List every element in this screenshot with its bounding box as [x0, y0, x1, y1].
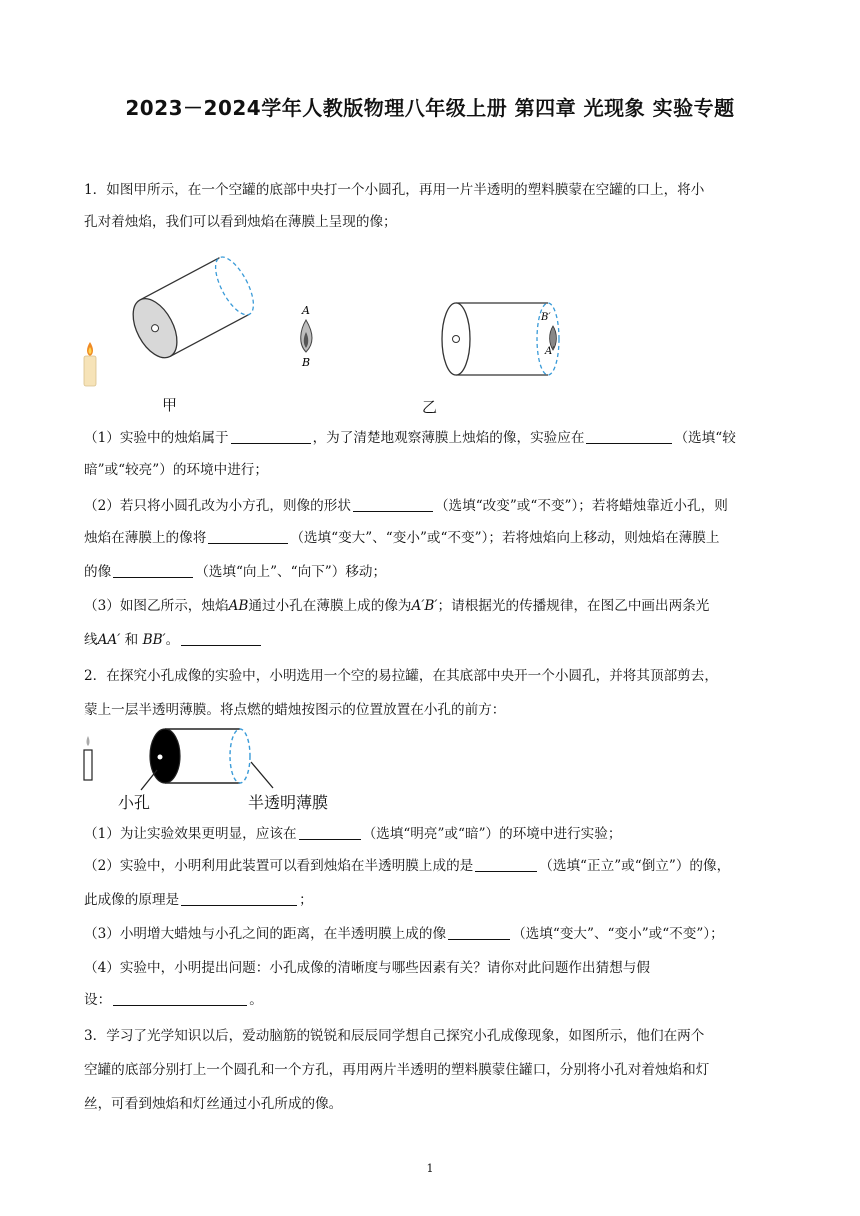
answer-blank: [208, 529, 288, 544]
q2-part2-line-2: 此成像的原理是 ；: [84, 892, 313, 908]
q1-part1-line-1: （1）实验中的烛焰属于 ，为了清楚地观察薄膜上烛焰的像，实验应在 （选填“较: [84, 430, 736, 446]
answer-blank: [113, 563, 193, 578]
q2-part3-line: （3）小明增大蜡烛与小孔之间的距离，在半透明膜上成的像 （选填“变大”、“变小”或“不变”）；: [84, 926, 724, 942]
figure-yi-can: [438, 300, 578, 380]
q1-part2-line-2: 烛焰在薄膜上的像将 （选填“变大”、“变小”或“不变”）；若将烛焰向上移动，则烛焰在薄膜上: [84, 530, 720, 546]
figure-label-yi: 乙: [422, 398, 438, 416]
flame-label-b: B: [302, 356, 311, 369]
q1-part2-line-3: 的像 （选填“向上”、“向下”）移动；: [84, 564, 387, 580]
image-label-b: B′: [541, 312, 551, 323]
q2-part4-line-1: （4）实验中，小明提出问题：小孔成像的清晰度与哪些因素有关？请你对此问题作出猜想与假: [84, 960, 650, 976]
q3-stem-line-3: 丝，可看到烛焰和灯丝通过小孔所成的像。: [84, 1096, 343, 1112]
answer-blank: [586, 429, 672, 444]
q2-part2-line-1: （2）实验中，小明利用此装置可以看到烛焰在半透明膜上成的是 （选填“正立”或“倒立”）的像，: [84, 858, 731, 874]
q1-part3-line-1: （3）如图乙所示，烛焰AB通过小孔在薄膜上成的像为A′B′；请根据光的传播规律，在图乙中画出两条光: [84, 598, 710, 614]
answer-blank: [299, 825, 361, 840]
figure-label-hole: 小孔: [118, 793, 151, 812]
figure-label-film: 半透明薄膜: [248, 793, 329, 812]
answer-blank: [353, 497, 433, 512]
candle-icon: [80, 340, 100, 388]
flame-ab-figure: [294, 302, 324, 368]
q2-can-figure: [145, 726, 315, 796]
q2-candle-icon: [82, 734, 94, 782]
q3-stem-line-1: 3．学习了光学知识以后，爱动脑筋的锐锐和辰辰同学想自己探究小孔成像现象，如图所示，他们在两个: [84, 1028, 705, 1044]
answer-blank: [113, 991, 247, 1006]
answer-blank: [181, 891, 297, 906]
q2-stem-line-1: 2．在探究小孔成像的实验中，小明选用一个空的易拉罐，在其底部中央开一个小圆孔，并将其顶部剪去，: [84, 668, 718, 684]
answer-blank: [181, 631, 261, 646]
q2-part4-line-2: 设： 。: [84, 992, 263, 1008]
figure-jia-can: [118, 250, 258, 360]
q1-part2-line-1: （2）若只将小圆孔改为小方孔，则像的形状 （选填“改变”或“不变”）；若将蜡烛靠近小孔，则: [84, 498, 728, 514]
q1-stem-line-1: 1．如图甲所示，在一个空罐的底部中央打一个小圆孔，再用一片半透明的塑料膜蒙在空罐的口上，将小: [84, 182, 705, 198]
q2-part1-line: （1）为让实验效果更明显，应该在 （选填“明亮”或“暗”）的环境中进行实验；: [84, 826, 622, 842]
q1-part1-line-2: 暗”或“较亮”）的环境中进行；: [84, 462, 268, 478]
answer-blank: [231, 429, 311, 444]
q3-stem-line-2: 空罐的底部分别打上一个圆孔和一个方孔，再用两片半透明的塑料膜蒙住罐口，分别将小孔对着烛焰和灯: [84, 1062, 710, 1078]
answer-blank: [448, 925, 510, 940]
image-label-a: A′: [545, 346, 555, 357]
q1-stem-line-2: 孔对着烛焰，我们可以看到烛焰在薄膜上呈现的像；: [84, 214, 397, 230]
flame-label-a: A: [302, 304, 310, 317]
q2-stem-line-2: 蒙上一层半透明薄膜。将点燃的蜡烛按图示的位置放置在小孔的前方：: [84, 702, 506, 718]
page-title: 2023－2024学年人教版物理八年级上册 第四章 光现象 实验专题: [125, 96, 735, 120]
page-number: 1: [426, 1162, 434, 1175]
q1-part3-line-2: 线AA′ 和 BB′。: [84, 630, 263, 650]
answer-blank: [475, 857, 537, 872]
figure-label-jia: 甲: [162, 396, 178, 414]
